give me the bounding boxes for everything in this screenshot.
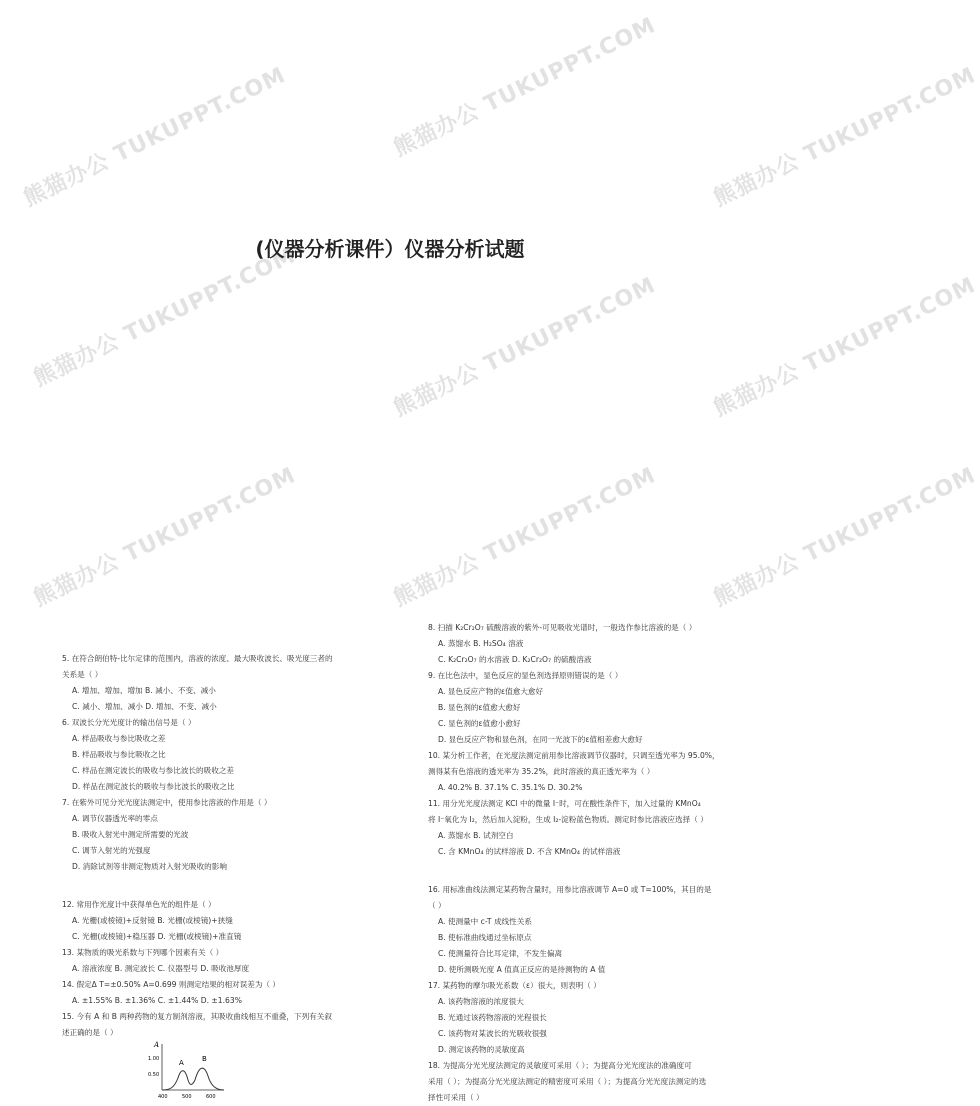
question-continuation: 择性可采用（ ） bbox=[428, 1093, 484, 1102]
question-stem: 7. 在紫外可见分光光度法测定中，使用参比溶液的作用是（ ） bbox=[62, 798, 272, 807]
answer-option: C. 使测量符合比耳定律，不发生偏离 bbox=[438, 949, 563, 958]
answer-option: C. 调节入射光的光强度 bbox=[72, 846, 151, 855]
question-stem: 14. 假定Δ T=±0.50% A=0.699 则测定结果的相对误差为（ ） bbox=[62, 980, 281, 989]
y-axis-label: A bbox=[154, 1041, 160, 1049]
answer-option: A. 使测量中 c-T 成线性关系 bbox=[438, 917, 532, 926]
watermark-text: 熊猫办公 TUKUPPT.COM bbox=[29, 462, 300, 612]
answer-option: A. 增加、增加、增加 B. 减小、不变、减小 bbox=[72, 686, 216, 695]
watermark-text: 熊猫办公 TUKUPPT.COM bbox=[389, 12, 660, 162]
answer-option: B. 吸收入射光中测定所需要的光波 bbox=[72, 830, 189, 839]
question-stem: 16. 用标准曲线法测定某药物含量时，用参比溶液调节 A=0 或 T=100%，其目的是 bbox=[428, 885, 712, 894]
y-tick-label: 1.00 bbox=[148, 1056, 160, 1062]
x-tick-label: 500 bbox=[182, 1094, 192, 1100]
question-stem: 10. 某分析工作者，在光度法测定前用参比溶液调节仪器时，只调至透光率为 95.0%， bbox=[428, 751, 720, 760]
answer-option: A. 蒸馏水 B. 试剂空白 bbox=[438, 831, 514, 840]
question-stem: 15. 今有 A 和 B 两种药物的复方制剂溶液，其吸收曲线相互不重叠，下列有关叙 bbox=[62, 1012, 332, 1021]
answer-option: C. 光栅(或棱镜)+稳压器 D. 光栅(或棱镜)+准直镜 bbox=[72, 932, 242, 941]
watermark-text: 熊猫办公 TUKUPPT.COM bbox=[389, 272, 660, 422]
absorption-curve-figure bbox=[148, 1040, 228, 1100]
question-continuation: 采用（ ）；为提高分光光度法测定的精密度可采用（ ）；为提高分光光度法测定的选 bbox=[428, 1077, 707, 1086]
answer-option: A. ±1.55% B. ±1.36% C. ±1.44% D. ±1.63% bbox=[72, 996, 242, 1005]
answer-option: A. 40.2% B. 37.1% C. 35.1% D. 30.2% bbox=[438, 783, 583, 792]
answer-option: D. 样品在测定波长的吸收与参比波长的吸收之比 bbox=[72, 782, 235, 791]
answer-option: D. 显色反应产物和显色剂，在同一光波下的ε值相差愈大愈好 bbox=[438, 735, 643, 744]
watermark-text: 熊猫办公 TUKUPPT.COM bbox=[29, 242, 300, 392]
watermark-text: 熊猫办公 TUKUPPT.COM bbox=[709, 272, 980, 422]
answer-option: C. 样品在测定波长的吸收与参比波长的吸收之差 bbox=[72, 766, 235, 775]
question-stem: 13. 某物质的吸光系数与下列哪个因素有关（ ） bbox=[62, 948, 224, 957]
answer-option: B. 样品吸收与参比吸收之比 bbox=[72, 750, 166, 759]
x-tick-label: 600 bbox=[206, 1094, 216, 1100]
answer-option: D. 消除试剂等非测定物质对入射光吸收的影响 bbox=[72, 862, 227, 871]
answer-option: D. 使所测吸光度 A 值真正反应的是待测物的 A 值 bbox=[438, 965, 606, 974]
answer-option: C. 显色剂的ε值愈小愈好 bbox=[438, 719, 521, 728]
answer-option: D. 测定该药物的灵敏度高 bbox=[438, 1045, 525, 1054]
watermark-text: 熊猫办公 TUKUPPT.COM bbox=[709, 62, 980, 212]
answer-option: A. 蒸馏水 B. H₂SO₄ 溶液 bbox=[438, 639, 524, 648]
question-continuation: （ ） bbox=[428, 901, 446, 910]
question-stem: 6. 双波长分光光度计的输出信号是（ ） bbox=[62, 718, 196, 727]
question-continuation: 将 I⁻氧化为 I₂，然后加入淀粉，生成 I₂-淀粉蓝色物质。测定时参比溶液应选择（ ） bbox=[428, 815, 708, 824]
y-tick-label: 0.50 bbox=[148, 1072, 160, 1078]
question-stem: 9. 在比色法中，显色反应的显色剂选择原则错误的是（ ） bbox=[428, 671, 623, 680]
watermark-text: 熊猫办公 TUKUPPT.COM bbox=[389, 462, 660, 612]
answer-option: A. 该药物溶液的浓度很大 bbox=[438, 997, 524, 1006]
page-title: (仪器分析课件）仪器分析试题 bbox=[255, 237, 525, 261]
answer-option: A. 光栅(或棱镜)+反射镜 B. 光栅(或棱镜)+狭缝 bbox=[72, 916, 233, 925]
question-stem: 18. 为提高分光光度法测定的灵敏度可采用（ ）；为提高分光光度法的准确度可 bbox=[428, 1061, 692, 1070]
answer-option: C. K₂Cr₂O₇ 的水溶液 D. K₂Cr₂O₇ 的硫酸溶液 bbox=[438, 655, 592, 664]
answer-option: C. 减小、增加、减小 D. 增加、不变、减小 bbox=[72, 702, 217, 711]
answer-option: A. 溶液浓度 B. 测定波长 C. 仪器型号 D. 吸收池厚度 bbox=[72, 964, 250, 973]
answer-option: C. 含 KMnO₄ 的试样溶液 D. 不含 KMnO₄ 的试样溶液 bbox=[438, 847, 621, 856]
x-tick-label: 400 bbox=[158, 1094, 168, 1100]
absorption-curve bbox=[162, 1068, 224, 1090]
question-stem: 17. 某药物的摩尔吸光系数（ε）很大，则表明（ ） bbox=[428, 981, 601, 990]
answer-option: B. 显色剂的ε值愈大愈好 bbox=[438, 703, 521, 712]
section-gap bbox=[428, 860, 768, 882]
section-gap bbox=[62, 875, 362, 897]
question-continuation: 测得某有色溶液的透光率为 35.2%，此时溶液的真正透光率为（ ） bbox=[428, 767, 655, 776]
question-continuation: 关系是（ ） bbox=[62, 670, 103, 679]
question-continuation: 述正确的是（ ） bbox=[62, 1028, 118, 1037]
peak-label-a: A bbox=[179, 1059, 184, 1067]
answer-option: B. 使标准曲线通过坐标原点 bbox=[438, 933, 532, 942]
question-stem: 5. 在符合朗伯特-比尔定律的范围内，溶液的浓度、最大吸收波长、吸光度三者的 bbox=[62, 654, 333, 663]
watermark-text: 熊猫办公 TUKUPPT.COM bbox=[19, 62, 290, 212]
answer-option: B. 光通过该药物溶液的光程很长 bbox=[438, 1013, 547, 1022]
question-stem: 11. 用分光光度法测定 KCl 中的微量 I⁻时，可在酸性条件下，加入过量的 KMnO₄ bbox=[428, 799, 701, 808]
peak-label-b: B bbox=[202, 1055, 207, 1063]
question-stem: 8. 扫描 K₂Cr₂O₇ 硫酸溶液的紫外-可见吸收光谱时，一般选作参比溶液的是（ ） bbox=[428, 623, 697, 632]
answer-option: A. 显色反应产物的ε值愈大愈好 bbox=[438, 687, 544, 696]
answer-option: C. 该药物对某波长的光吸收很强 bbox=[438, 1029, 547, 1038]
right-question-column bbox=[428, 620, 768, 1106]
answer-option: A. 样品吸收与参比吸收之差 bbox=[72, 734, 166, 743]
question-stem: 12. 常用作光度计中获得单色光的组件是（ ） bbox=[62, 900, 216, 909]
answer-option: A. 调节仪器透光率的零点 bbox=[72, 814, 158, 823]
left-question-column bbox=[62, 651, 362, 1041]
watermark-text: 熊猫办公 TUKUPPT.COM bbox=[709, 462, 980, 612]
